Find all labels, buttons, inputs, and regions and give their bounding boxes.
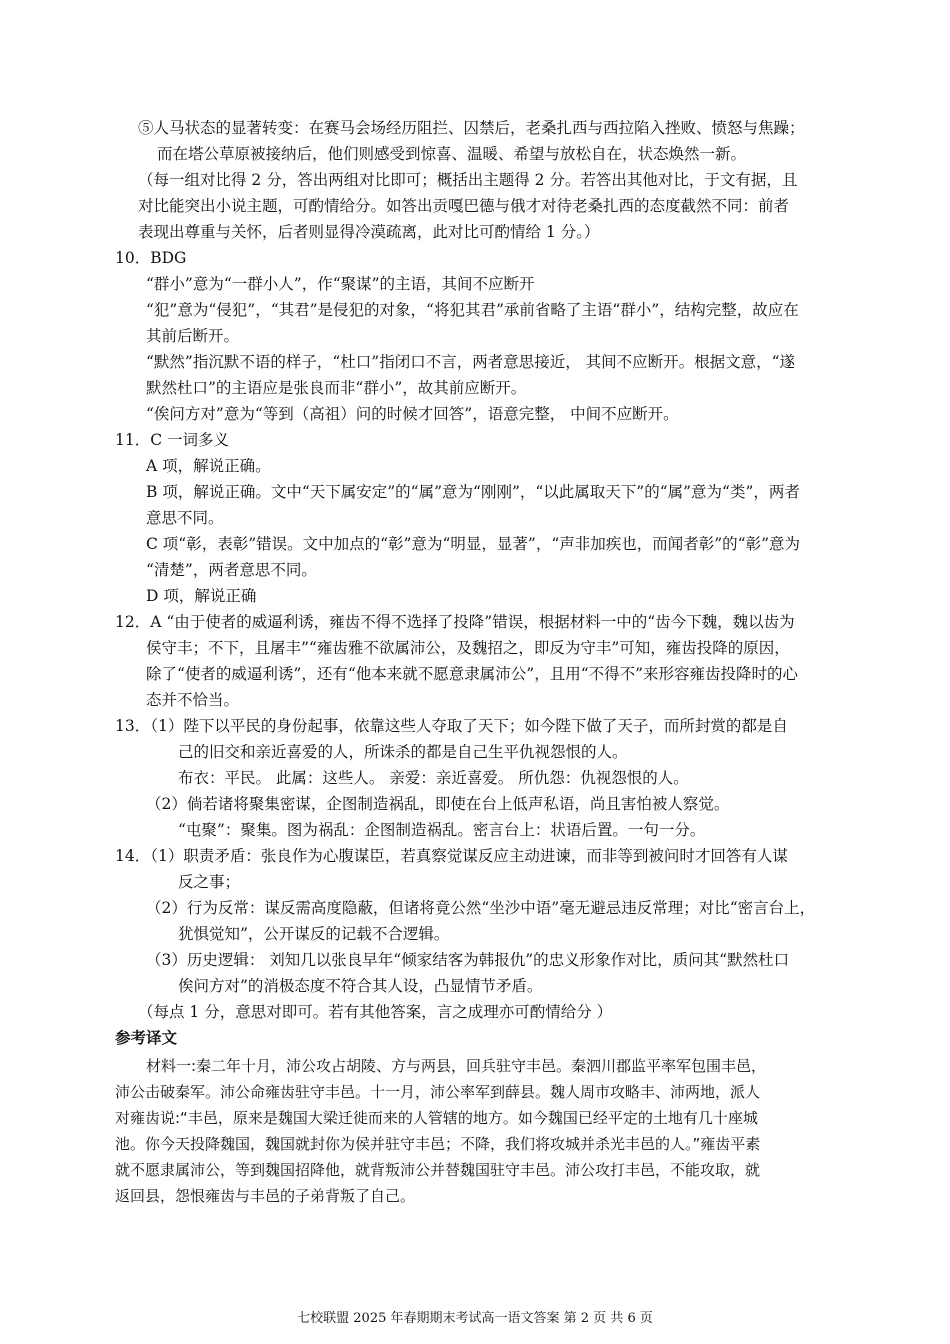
text-line: 犹惧觉知”，公开谋反的记载不合逻辑。 [178,925,450,943]
translation-line: 对雍齿说:“丰邑，原来是魏国大梁迁徙而来的人管辖的地方。如今魏国已经平定的土地有几十座城 [115,1109,758,1127]
text-line: （每一组对比得 2 分，答出两组对比即可；概括出主题得 2 分。若答出其他对比，于文有据，且 [138,171,798,189]
text-line: “俟问方对”意为“等到（高祖）问的时候才回答”，语意完整， 中间不应断开。 [146,405,679,423]
question-14-answer: 14．（1）职责矛盾：张良作为心腹谋臣，若真察觉谋反应主动进谏，而非等到被问时才回答有人谋 [115,847,788,865]
text-line: 反之事； [178,873,241,891]
text-line: 除了“使者的威逼利诱”，还有“他本来就不愿意隶属沛公”，且用“不得不”来形容雍齿投降时的心 [146,665,799,683]
text-line: D 项，解说正确 [146,587,257,605]
text-line: 布衣：平民。 此属：这些人。 亲爱：亲近喜爱。 所仇怨：仇视怨恨的人。 [178,769,689,787]
text-line: A 项，解说正确。 [146,457,271,475]
translation-line: 就不愿隶属沛公，等到魏国招降他，就背叛沛公并替魏国驻守丰邑。沛公攻打丰邑，不能攻取，就 [115,1161,761,1179]
text-line: 对比能突出小说主题，可酌情给分。如答出贡嘎巴德与俄才对待老桑扎西的态度截然不同：前者 [138,197,790,215]
text-line: “清楚”，两者意思不同。 [146,561,317,579]
text-line: 俟问方对”的消极态度不符合其人设，凸显情节矛盾。 [178,977,543,995]
text-line: 默然杜口”的主语应是张良而非“群小”，故其前应断开。 [146,379,527,397]
text-line: 其前后断开。 [146,327,240,345]
text-line: “默然”指沉默不语的样子，“杜口”指闭口不言，两者意思接近， 其间不应断开。根据文意，“遂 [146,353,796,371]
text-line: 而在塔公草原被接纳后，他们则感受到惊喜、温暖、希望与放松自在，状态焕然一新。 [157,145,747,163]
text-line: 意思不同。 [146,509,224,527]
question-11-answer: 11．C 一词多义 [115,431,230,449]
text-line: C 项“彰，表彰”错误。文中加点的“彰”意为“明显，显著”，“声非加疾也，而闻者彰”的“彰”意为 [146,535,801,553]
translation-line: 材料一:秦二年十月，沛公攻占胡陵、方与两县，回兵驻守丰邑。秦泗川郡监平率军包围丰邑， [146,1057,767,1075]
page-footer: 七校联盟 2025 年春期期末考试高一语文答案 第 2 页 共 6 页 [297,1311,653,1326]
text-line: 己的旧交和亲近喜爱的人，所诛杀的都是自己生平仇视怨恨的人。 [178,743,628,761]
text-line: “群小”意为“一群小人”，作“聚谋”的主语，其间不应断开 [146,275,535,293]
text-line: （每点 1 分，意思对即可。若有其他答案，言之成理亦可酌情给分 ） [138,1003,613,1021]
translation-line: 池。你今天投降魏国，魏国就封你为侯并驻守丰邑；不降，我们将攻城并杀光丰邑的人。”雍齿平素 [115,1135,761,1153]
translation-line: 返回县，怨恨雍齿与丰邑的子弟背叛了自己。 [115,1187,416,1205]
text-line: 表现出尊重与关怀，后者则显得冷漠疏离，此对比可酌情给 1 分。） [138,223,600,241]
text-line: ⑤人马状态的显著转变：在赛马会场经历阻拦、囚禁后，老桑扎西与西拉陷入挫败、愤怒与焦躁； [138,119,805,137]
text-line: “屯聚”：聚集。图为祸乱：企图制造祸乱。密言台上：状语后置。一句一分。 [178,821,706,839]
text-line: 侯守丰；不下，且屠丰”“雍齿雅不欲属沛公，及魏招之，即反为守丰”可知，雍齿投降的原因， [146,639,790,657]
text-line: （3）历史逻辑： 刘知几以张良早年“倾家结客为韩报仇”的忠义形象作对比，质问其“默然杜口 [146,951,790,969]
text-line: “犯”意为“侵犯”，“其君”是侵犯的对象，“将犯其君”承前省略了主语“群小”，结构完整，故应在 [146,301,799,319]
translation-line: 沛公击破秦军。沛公命雍齿驻守丰邑。十一月，沛公率军到薛县。魏人周市攻略丰、沛两地，派人 [115,1083,761,1101]
text-line: （2）行为反常：谋反需高度隐蔽，但诸将竟公然“坐沙中语”毫无避忌违反常理；对比“密言台上， [146,899,816,917]
question-10-answer: 10．BDG [115,249,187,267]
question-12-answer: 12．A “由于使者的威逼利诱，雍齿不得不选择了投降”错误，根据材料一中的“齿今下魏，魏以齿为 [115,613,795,631]
question-13-answer: 13．（1）陛下以平民的身份起事，依靠这些人夺取了天下；如今陛下做了天子，而所封赏的都是自 [115,717,788,735]
section-heading: 参考译文 [115,1028,178,1047]
text-line: B 项，解说正确。文中“天下属安定”的“属”意为“刚刚”，“以此属取天下”的“属”意为“类”，两者 [146,483,800,501]
text-line: 态并不恰当。 [146,691,240,709]
text-line: （2）倘若诸将聚集密谋，企图制造祸乱，即使在台上低声私语，尚且害怕被人察觉。 [146,795,730,813]
